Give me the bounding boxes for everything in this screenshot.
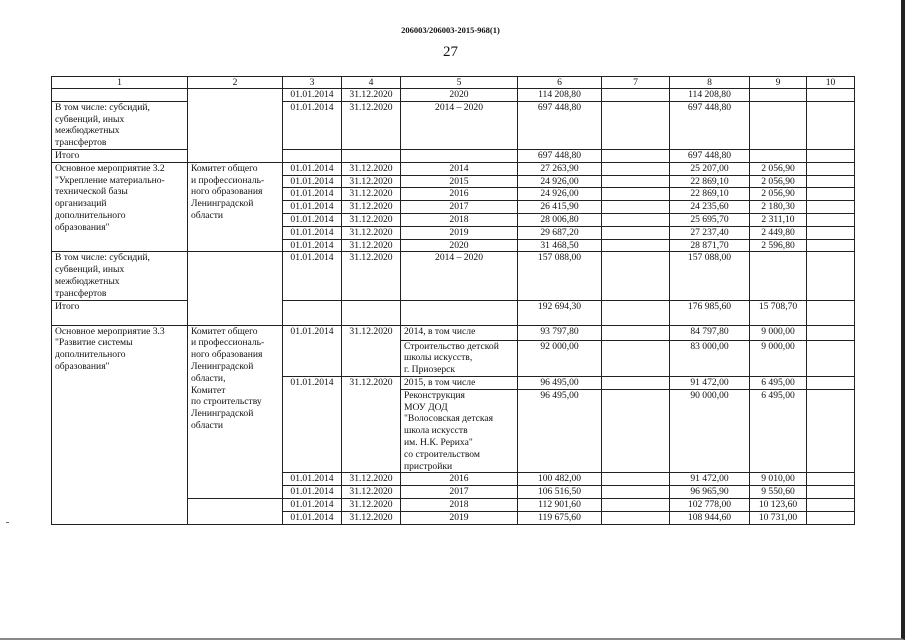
total-value: 697 448,80 [518,149,602,162]
year-cell: 2017 [401,486,518,499]
total-value: 112 901,60 [518,498,602,511]
column-number: 3 [283,77,342,89]
year-cell: 2019 [401,511,518,524]
year-cell: 2014 – 2020 [401,252,518,300]
col8-value: 90 000,00 [670,389,750,473]
column-number: 7 [602,77,670,89]
start-date: 01.01.2014 [283,325,342,376]
col10-value [807,389,855,473]
col8-value: 22 869,10 [670,188,750,201]
table-row [52,162,855,175]
table-row [52,149,855,162]
executor-label: Комитет общего и профессиональ- ного образования Ленинградской области, Комитет по строительству Ленинградской области [188,325,283,498]
col8-value: 91 472,00 [670,473,750,486]
col8-value: 91 472,00 [670,376,750,389]
col10-value [807,162,855,175]
col9-value [750,89,807,102]
start-date: 01.01.2014 [283,473,342,486]
col8-value: 176 985,60 [670,300,750,325]
end-date: 31.12.2020 [342,89,401,102]
end-date: 31.12.2020 [342,376,401,472]
col10-value [807,340,855,376]
col9-value: 6 495,00 [750,389,807,473]
total-value: 93 797,80 [518,325,602,340]
col9-value: 9 000,00 [750,325,807,340]
end-date: 31.12.2020 [342,498,401,511]
col7-value [602,325,670,340]
table-row [52,300,855,325]
end-date: 31.12.2020 [342,101,401,149]
start-date: 01.01.2014 [283,201,342,214]
col7-value [602,376,670,389]
column-number: 4 [342,77,401,89]
end-date [342,300,401,325]
table-row [52,89,855,102]
col8-value: 28 871,70 [670,239,750,252]
budget-table [51,76,855,525]
col10-value [807,201,855,214]
year-cell: 2020 [401,89,518,102]
table-row [52,252,855,300]
col10-value [807,226,855,239]
col7-value [602,188,670,201]
total-label: Итого [52,300,188,325]
subsidy-label: В том числе: субсидий, субвенций, иных межбюджетных трансфертов [52,252,188,300]
total-value: 31 468,50 [518,239,602,252]
col10-value [807,486,855,499]
end-date: 31.12.2020 [342,239,401,252]
col10-value [807,101,855,149]
total-value: 24 926,00 [518,188,602,201]
col9-value: 10 731,00 [750,511,807,524]
year-cell: 2015, в том числе [401,376,518,389]
start-date: 01.01.2014 [283,213,342,226]
col7-value [602,213,670,226]
start-date: 01.01.2014 [283,175,342,188]
year-cell: 2015 [401,175,518,188]
start-date: 01.01.2014 [283,162,342,175]
col10-value [807,376,855,389]
col8-value: 24 235,60 [670,201,750,214]
col8-value: 22 869,10 [670,175,750,188]
total-value: 96 495,00 [518,376,602,389]
col9-value: 15 708,70 [750,300,807,325]
total-value: 119 675,60 [518,511,602,524]
end-date: 31.12.2020 [342,511,401,524]
col9-value: 2 449,80 [750,226,807,239]
end-date: 31.12.2020 [342,213,401,226]
total-value: 697 448,80 [518,101,602,149]
col8-value: 25 695,70 [670,213,750,226]
end-date: 31.12.2020 [342,201,401,214]
page-number: 27 [443,44,458,60]
col7-value [602,252,670,300]
start-date: 01.01.2014 [283,239,342,252]
col9-value [750,252,807,300]
col8-value: 27 237,40 [670,226,750,239]
start-date: 01.01.2014 [283,511,342,524]
start-date [283,300,342,325]
col9-value: 2 056,90 [750,162,807,175]
col10-value [807,188,855,201]
col10-value [807,175,855,188]
start-date: 01.01.2014 [283,376,342,472]
col7-value [602,239,670,252]
end-date: 31.12.2020 [342,325,401,376]
start-date: 01.01.2014 [283,89,342,102]
project-cell: Строительство детской школы искусств, г. Приозерск [401,340,518,376]
end-date: 31.12.2020 [342,226,401,239]
year-cell: 2014 [401,162,518,175]
total-value: 114 208,80 [518,89,602,102]
table-row [52,325,855,340]
end-date: 31.12.2020 [342,473,401,486]
col10-value [807,239,855,252]
year-cell [401,149,518,162]
col7-value [602,473,670,486]
executor-label: Комитет общего и профессиональ- ного образования Ленинградской области [188,162,283,252]
col10-value [807,498,855,511]
col9-value: 9 550,60 [750,486,807,499]
col8-value: 96 965,90 [670,486,750,499]
year-cell: 2014, в том числе [401,325,518,340]
col8-value: 102 778,00 [670,498,750,511]
total-value: 157 088,00 [518,252,602,300]
col8-value: 25 207,00 [670,162,750,175]
column-number: 8 [670,77,750,89]
end-date: 31.12.2020 [342,162,401,175]
column-number-row [52,77,855,89]
col7-value [602,226,670,239]
column-number: 1 [52,77,188,89]
start-date: 01.01.2014 [283,188,342,201]
col8-value: 84 797,80 [670,325,750,340]
col8-value: 697 448,80 [670,101,750,149]
col7-value [602,101,670,149]
start-date: 01.01.2014 [283,226,342,239]
executor-cell [188,498,283,524]
executor-cell [188,252,283,325]
total-value: 26 415,90 [518,201,602,214]
scan-mark [6,522,9,523]
col7-value [602,389,670,473]
measure-label: Основное мероприятие 3.2 "Укрепление материально- технической базы организаций дополнительного образования" [52,162,188,252]
col9-value [750,101,807,149]
year-cell: 2016 [401,188,518,201]
year-cell: 2019 [401,226,518,239]
year-cell: 2020 [401,239,518,252]
col9-value: 2 311,10 [750,213,807,226]
end-date: 31.12.2020 [342,175,401,188]
year-cell: 2016 [401,473,518,486]
column-number: 9 [750,77,807,89]
year-cell [401,300,518,325]
table-row [52,101,855,149]
col10-value [807,89,855,102]
year-cell: 2017 [401,201,518,214]
start-date: 01.01.2014 [283,101,342,149]
col9-value: 6 495,00 [750,376,807,389]
end-date: 31.12.2020 [342,252,401,300]
subsidy-label: В том числе: субсидий, субвенций, иных межбюджетных трансфертов [52,101,188,149]
total-value: 27 263,90 [518,162,602,175]
col7-value [602,175,670,188]
col7-value [602,486,670,499]
total-label: Итого [52,149,188,162]
col7-value [602,340,670,376]
executor-cell [188,89,283,163]
total-value: 24 926,00 [518,175,602,188]
project-cell: Реконструкция МОУ ДОД "Волосовская детская школа искусств им. Н.К. Рериха" со строительством пристройки [401,389,518,473]
col7-value [602,511,670,524]
total-value: 96 495,00 [518,389,602,473]
end-date [342,149,401,162]
year-cell: 2018 [401,498,518,511]
col8-value: 114 208,80 [670,89,750,102]
total-value: 28 006,80 [518,213,602,226]
year-cell: 2018 [401,213,518,226]
col10-value [807,473,855,486]
col7-value [602,162,670,175]
column-number: 2 [188,77,283,89]
total-value: 29 687,20 [518,226,602,239]
start-date [283,149,342,162]
col10-value [807,511,855,524]
col9-value [750,149,807,162]
col9-value: 2 180,30 [750,201,807,214]
start-date: 01.01.2014 [283,498,342,511]
col10-value [807,252,855,300]
column-number: 5 [401,77,518,89]
end-date: 31.12.2020 [342,486,401,499]
col9-value: 2 596,80 [750,239,807,252]
col8-value: 157 088,00 [670,252,750,300]
col7-value [602,89,670,102]
col9-value: 9 010,00 [750,473,807,486]
col9-value: 9 000,00 [750,340,807,376]
measure-cell [52,89,188,102]
col10-value [807,149,855,162]
measure-label: Основное мероприятие 3.3 "Развитие системы дополнительного образования" [52,325,188,524]
start-date: 01.01.2014 [283,486,342,499]
col7-value [602,498,670,511]
col10-value [807,325,855,340]
col8-value: 83 000,00 [670,340,750,376]
document-code: 206003/206003-2015-968(1) [401,25,500,35]
end-date: 31.12.2020 [342,188,401,201]
total-value: 92 000,00 [518,340,602,376]
start-date: 01.01.2014 [283,252,342,300]
total-value: 106 516,50 [518,486,602,499]
column-number: 10 [807,77,855,89]
col8-value: 697 448,80 [670,149,750,162]
col9-value: 2 056,90 [750,188,807,201]
col7-value [602,300,670,325]
col8-value: 108 944,60 [670,511,750,524]
total-value: 100 482,00 [518,473,602,486]
col10-value [807,300,855,325]
col10-value [807,213,855,226]
col9-value: 2 056,90 [750,175,807,188]
col7-value [602,201,670,214]
total-value: 192 694,30 [518,300,602,325]
col9-value: 10 123,60 [750,498,807,511]
col7-value [602,149,670,162]
column-number: 6 [518,77,602,89]
year-cell: 2014 – 2020 [401,101,518,149]
